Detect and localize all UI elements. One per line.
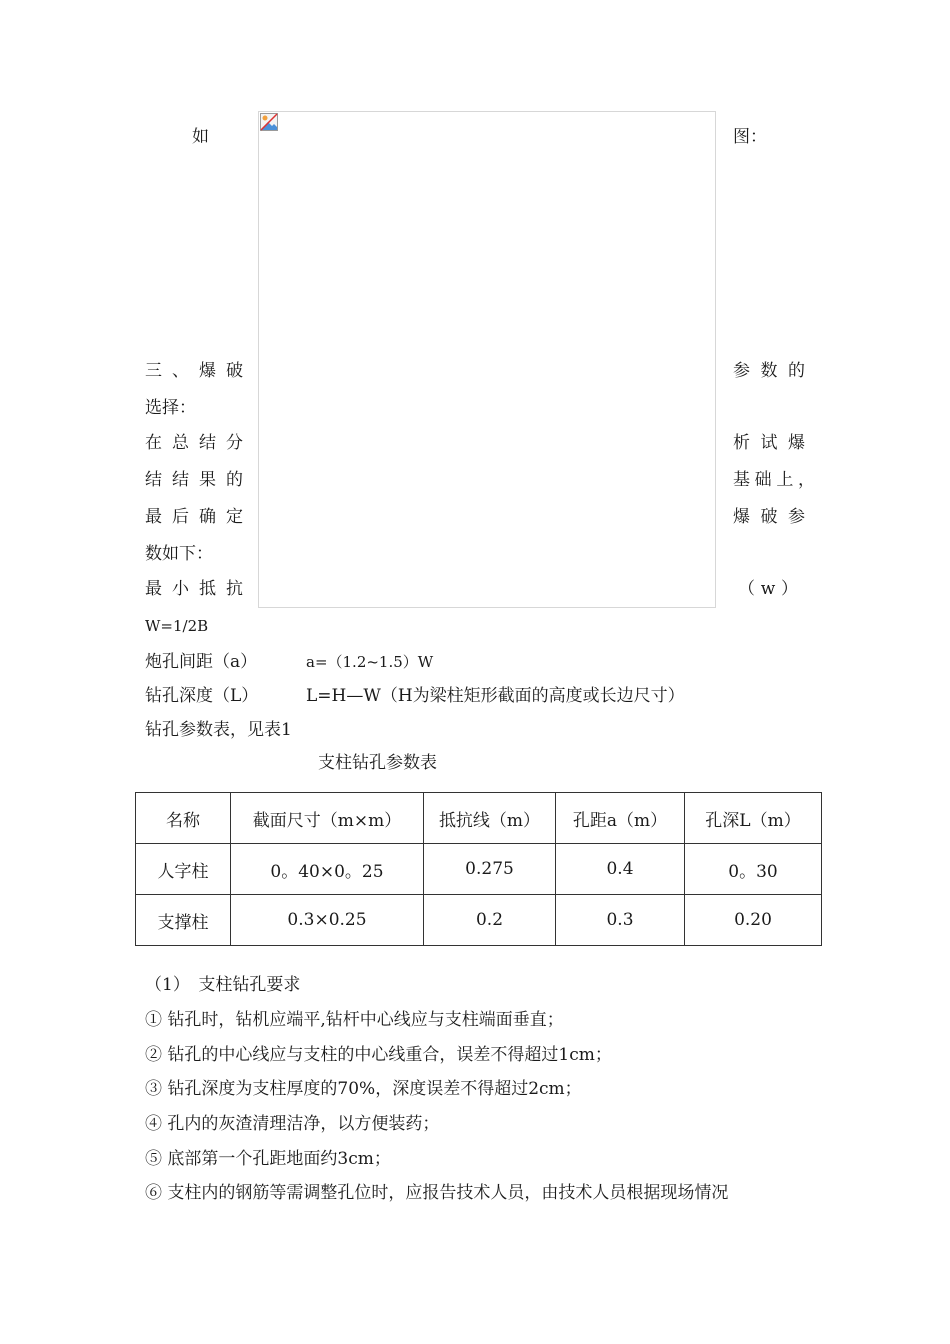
section3-line5-left: 最 后 确 定 [145, 507, 243, 527]
section3-line4-left: 结 结 果 的 [145, 470, 243, 490]
section3-line5-right: 爆 破 参 [733, 507, 805, 527]
table-row [136, 844, 822, 895]
figure-prefix: 如 [192, 127, 209, 147]
formula-depth-label: 钻孔深度（L） [145, 686, 259, 706]
requirement-item: ⑥ 支柱内的钢筋等需调整孔位时，应报告技术人员，由技术人员根据现场情况 [145, 1183, 729, 1203]
formula-depth-value: L=H—W（H为梁柱矩形截面的高度或长边尺寸） [306, 686, 685, 706]
table-caption: 支柱钻孔参数表 [318, 753, 437, 773]
table-cell: 0.3×0.25 [231, 895, 424, 946]
requirements-heading: （1） 支柱钻孔要求 [145, 975, 301, 995]
table-cell: 0.20 [685, 895, 822, 946]
section3-line3-left: 在 总 结 分 [145, 433, 243, 453]
table-reference: 钻孔参数表，见表1 [145, 720, 292, 740]
requirement-item: ⑤ 底部第一个孔距地面约3cm； [145, 1149, 391, 1169]
section3-line1-left: 三 、 爆 破 [145, 361, 243, 381]
section3-line4-right: 基 础 上 ， [733, 470, 815, 490]
table-header-cell: 截面尺寸（m×m） [231, 793, 424, 844]
section3-line8: W=1/2B [145, 617, 209, 635]
table-cell: 支撑柱 [136, 895, 231, 946]
table-header-row [136, 793, 822, 844]
section3-line2: 选择： [145, 398, 196, 418]
figure-image [258, 111, 716, 608]
requirement-item: ③ 钻孔深度为支柱厚度的70%，深度误差不得超过2cm； [145, 1079, 582, 1099]
table-cell: 人字柱 [136, 844, 231, 895]
formula-spacing-value: a=（1.2~1.5）W [306, 653, 434, 671]
section3-line1-right: 参 数 的 [733, 361, 805, 381]
section3-line3-right: 析 试 爆 [733, 433, 805, 453]
section3-line7-left: 最 小 抵 抗 [145, 579, 243, 599]
table-header-cell: 孔距a（m） [556, 793, 685, 844]
drilling-parameter-table [135, 792, 822, 946]
requirement-item: ② 钻孔的中心线应与支柱的中心线重合，误差不得超过1cm； [145, 1045, 612, 1065]
table-cell: 0.275 [424, 844, 556, 895]
table-row [136, 895, 822, 946]
formula-spacing-label: 炮孔间距（a） [145, 652, 258, 672]
requirement-item: ① 钻孔时，钻机应端平,钻杆中心线应与支柱端面垂直； [145, 1010, 564, 1030]
table-cell: 0.4 [556, 844, 685, 895]
table-cell: 0。40×0。25 [231, 844, 424, 895]
section3-line6: 数如下： [145, 544, 213, 564]
figure-suffix: 图： [733, 127, 767, 147]
requirement-item: ④ 孔内的灰渣清理洁净，以方便装药； [145, 1114, 440, 1134]
table-cell: 0.3 [556, 895, 685, 946]
section3-line7-right: （ w ） [738, 579, 798, 599]
table-header-cell: 孔深L（m） [685, 793, 822, 844]
broken-image-icon [260, 113, 278, 131]
table-header-cell: 名称 [136, 793, 231, 844]
table-cell: 0。30 [685, 844, 822, 895]
table-header-cell: 抵抗线（m） [424, 793, 556, 844]
table-cell: 0.2 [424, 895, 556, 946]
